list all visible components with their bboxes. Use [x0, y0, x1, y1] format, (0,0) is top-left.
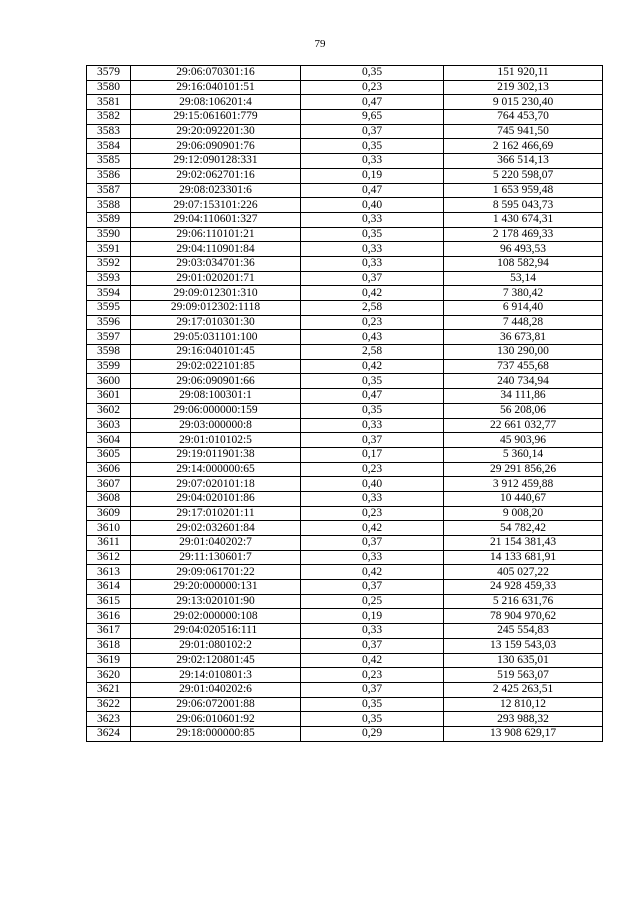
table-row	[87, 95, 603, 110]
cadastral-number-cell: 29:01:010102:5	[131, 433, 301, 448]
coefficient-cell: 0,35	[301, 66, 444, 81]
amount-cell: 9 008,20	[444, 506, 603, 521]
amount-cell: 240 734,94	[444, 374, 603, 389]
table-row	[87, 389, 603, 404]
cadastral-number-cell: 29:16:040101:51	[131, 80, 301, 95]
amount-cell: 22 661 032,77	[444, 418, 603, 433]
cadastral-number-cell: 29:01:040202:7	[131, 536, 301, 551]
table-row	[87, 668, 603, 683]
coefficient-cell: 0,37	[301, 580, 444, 595]
table-row	[87, 227, 603, 242]
row-number-cell: 3605	[87, 447, 131, 462]
cadastral-number-cell: 29:01:080102:2	[131, 638, 301, 653]
amount-cell: 737 455,68	[444, 359, 603, 374]
coefficient-cell: 0,47	[301, 389, 444, 404]
amount-cell: 5 216 631,76	[444, 594, 603, 609]
amount-cell: 130 635,01	[444, 653, 603, 668]
row-number-cell: 3583	[87, 124, 131, 139]
amount-cell: 53,14	[444, 271, 603, 286]
row-number-cell: 3613	[87, 565, 131, 580]
amount-cell: 29 291 856,26	[444, 462, 603, 477]
cadastral-number-cell: 29:04:020101:86	[131, 491, 301, 506]
coefficient-cell: 0,35	[301, 139, 444, 154]
row-number-cell: 3621	[87, 682, 131, 697]
row-number-cell: 3611	[87, 536, 131, 551]
row-number-cell: 3609	[87, 506, 131, 521]
cadastral-number-cell: 29:06:072001:88	[131, 697, 301, 712]
row-number-cell: 3624	[87, 726, 131, 741]
table-row	[87, 536, 603, 551]
cadastral-number-cell: 29:04:020516:111	[131, 624, 301, 639]
row-number-cell: 3603	[87, 418, 131, 433]
cadastral-number-cell: 29:05:031101:100	[131, 330, 301, 345]
cadastral-number-cell: 29:19:011901:38	[131, 447, 301, 462]
coefficient-cell: 0,35	[301, 227, 444, 242]
row-number-cell: 3592	[87, 256, 131, 271]
coefficient-cell: 0,29	[301, 726, 444, 741]
coefficient-cell: 9,65	[301, 110, 444, 125]
cadastral-number-cell: 29:02:062701:16	[131, 168, 301, 183]
amount-cell: 7 380,42	[444, 286, 603, 301]
table-row	[87, 697, 603, 712]
cadastral-number-cell: 29:06:000000:159	[131, 403, 301, 418]
table-row	[87, 301, 603, 316]
amount-cell: 12 810,12	[444, 697, 603, 712]
table-row	[87, 506, 603, 521]
row-number-cell: 3598	[87, 345, 131, 360]
table-row	[87, 609, 603, 624]
cadastral-number-cell: 29:06:010601:92	[131, 712, 301, 727]
row-number-cell: 3582	[87, 110, 131, 125]
cadastral-number-cell: 29:20:000000:131	[131, 580, 301, 595]
amount-cell: 3 912 459,88	[444, 477, 603, 492]
amount-cell: 293 988,32	[444, 712, 603, 727]
table-row	[87, 594, 603, 609]
cadastral-number-cell: 29:06:070301:16	[131, 66, 301, 81]
coefficient-cell: 0,33	[301, 256, 444, 271]
table-row	[87, 286, 603, 301]
row-number-cell: 3617	[87, 624, 131, 639]
row-number-cell: 3579	[87, 66, 131, 81]
row-number-cell: 3606	[87, 462, 131, 477]
cadastral-number-cell: 29:08:106201:4	[131, 95, 301, 110]
table-row	[87, 139, 603, 154]
amount-cell: 14 133 681,91	[444, 550, 603, 565]
amount-cell: 10 440,67	[444, 491, 603, 506]
row-number-cell: 3614	[87, 580, 131, 595]
coefficient-cell: 0,37	[301, 433, 444, 448]
coefficient-cell: 0,47	[301, 183, 444, 198]
table-row	[87, 638, 603, 653]
coefficient-cell: 0,37	[301, 124, 444, 139]
row-number-cell: 3615	[87, 594, 131, 609]
table-row	[87, 653, 603, 668]
coefficient-cell: 0,42	[301, 359, 444, 374]
coefficient-cell: 0,37	[301, 536, 444, 551]
row-number-cell: 3607	[87, 477, 131, 492]
row-number-cell: 3602	[87, 403, 131, 418]
amount-cell: 2 178 469,33	[444, 227, 603, 242]
table-row	[87, 168, 603, 183]
cadastral-number-cell: 29:09:012301:310	[131, 286, 301, 301]
amount-cell: 13 159 543,03	[444, 638, 603, 653]
cadastral-number-cell: 29:11:130601:7	[131, 550, 301, 565]
amount-cell: 7 448,28	[444, 315, 603, 330]
coefficient-cell: 0,23	[301, 506, 444, 521]
table-row	[87, 256, 603, 271]
cadastral-number-cell: 29:12:090128:331	[131, 154, 301, 169]
amount-cell: 24 928 459,33	[444, 580, 603, 595]
coefficient-cell: 0,33	[301, 550, 444, 565]
table-row	[87, 271, 603, 286]
coefficient-cell: 0,33	[301, 242, 444, 257]
table-row	[87, 447, 603, 462]
table-row	[87, 550, 603, 565]
amount-cell: 2 425 263,51	[444, 682, 603, 697]
amount-cell: 21 154 381,43	[444, 536, 603, 551]
cadastral-number-cell: 29:14:010801:3	[131, 668, 301, 683]
cadastral-number-cell: 29:02:032601:84	[131, 521, 301, 536]
amount-cell: 5 220 598,07	[444, 168, 603, 183]
cadastral-number-cell: 29:06:110101:21	[131, 227, 301, 242]
amount-cell: 130 290,00	[444, 345, 603, 360]
cadastral-number-cell: 29:08:100301:1	[131, 389, 301, 404]
table-row	[87, 433, 603, 448]
coefficient-cell: 0,35	[301, 697, 444, 712]
coefficient-cell: 0,23	[301, 315, 444, 330]
cadastral-number-cell: 29:17:010201:11	[131, 506, 301, 521]
cadastral-number-cell: 29:14:000000:65	[131, 462, 301, 477]
cadastral-number-cell: 29:08:023301:6	[131, 183, 301, 198]
cadastral-number-cell: 29:18:000000:85	[131, 726, 301, 741]
amount-cell: 54 782,42	[444, 521, 603, 536]
row-number-cell: 3608	[87, 491, 131, 506]
amount-cell: 96 493,53	[444, 242, 603, 257]
amount-cell: 45 903,96	[444, 433, 603, 448]
table-row	[87, 154, 603, 169]
row-number-cell: 3591	[87, 242, 131, 257]
cadastral-number-cell: 29:20:092201:30	[131, 124, 301, 139]
coefficient-cell: 0,37	[301, 682, 444, 697]
row-number-cell: 3599	[87, 359, 131, 374]
cadastral-number-cell: 29:06:090901:76	[131, 139, 301, 154]
amount-cell: 764 453,70	[444, 110, 603, 125]
amount-cell: 745 941,50	[444, 124, 603, 139]
table-row	[87, 315, 603, 330]
cadastral-number-cell: 29:03:034701:36	[131, 256, 301, 271]
cadastral-number-cell: 29:07:020101:18	[131, 477, 301, 492]
row-number-cell: 3610	[87, 521, 131, 536]
row-number-cell: 3618	[87, 638, 131, 653]
row-number-cell: 3612	[87, 550, 131, 565]
coefficient-cell: 0,25	[301, 594, 444, 609]
table-row	[87, 345, 603, 360]
coefficient-cell: 0,19	[301, 168, 444, 183]
coefficient-cell: 0,23	[301, 80, 444, 95]
table-row	[87, 66, 603, 81]
row-number-cell: 3597	[87, 330, 131, 345]
amount-cell: 219 302,13	[444, 80, 603, 95]
amount-cell: 13 908 629,17	[444, 726, 603, 741]
row-number-cell: 3588	[87, 198, 131, 213]
table-row	[87, 462, 603, 477]
table-row	[87, 726, 603, 741]
row-number-cell: 3623	[87, 712, 131, 727]
table-row	[87, 624, 603, 639]
table-row	[87, 359, 603, 374]
cadastral-number-cell: 29:02:022101:85	[131, 359, 301, 374]
amount-cell: 5 360,14	[444, 447, 603, 462]
amount-cell: 2 162 466,69	[444, 139, 603, 154]
amount-cell: 1 653 959,48	[444, 183, 603, 198]
cadastral-number-cell: 29:13:020101:90	[131, 594, 301, 609]
cadastral-number-cell: 29:15:061601:779	[131, 110, 301, 125]
coefficient-cell: 0,42	[301, 521, 444, 536]
row-number-cell: 3616	[87, 609, 131, 624]
coefficient-cell: 2,58	[301, 301, 444, 316]
table-row	[87, 580, 603, 595]
coefficient-cell: 0,19	[301, 609, 444, 624]
cadastral-number-cell: 29:09:012302:1118	[131, 301, 301, 316]
coefficient-cell: 0,35	[301, 374, 444, 389]
row-number-cell: 3590	[87, 227, 131, 242]
cadastral-number-cell: 29:17:010301:30	[131, 315, 301, 330]
cadastral-number-cell: 29:04:110601:327	[131, 212, 301, 227]
amount-cell: 519 563,07	[444, 668, 603, 683]
table-row	[87, 374, 603, 389]
coefficient-cell: 0,33	[301, 154, 444, 169]
coefficient-cell: 0,35	[301, 403, 444, 418]
table-row	[87, 330, 603, 345]
amount-cell: 8 595 043,73	[444, 198, 603, 213]
row-number-cell: 3596	[87, 315, 131, 330]
table-row	[87, 565, 603, 580]
row-number-cell: 3600	[87, 374, 131, 389]
amount-cell: 78 904 970,62	[444, 609, 603, 624]
table-body	[87, 66, 603, 742]
coefficient-cell: 0,42	[301, 286, 444, 301]
table-row	[87, 682, 603, 697]
row-number-cell: 3587	[87, 183, 131, 198]
amount-cell: 6 914,40	[444, 301, 603, 316]
row-number-cell: 3584	[87, 139, 131, 154]
coefficient-cell: 0,40	[301, 477, 444, 492]
coefficient-cell: 2,58	[301, 345, 444, 360]
amount-cell: 34 111,86	[444, 389, 603, 404]
table-row	[87, 124, 603, 139]
coefficient-cell: 0,37	[301, 271, 444, 286]
amount-cell: 9 015 230,40	[444, 95, 603, 110]
row-number-cell: 3604	[87, 433, 131, 448]
cadastral-number-cell: 29:16:040101:45	[131, 345, 301, 360]
coefficient-cell: 0,33	[301, 624, 444, 639]
coefficient-cell: 0,47	[301, 95, 444, 110]
coefficient-cell: 0,37	[301, 638, 444, 653]
table-row	[87, 491, 603, 506]
page-number: 79	[314, 38, 326, 50]
cadastral-number-cell: 29:03:000000:8	[131, 418, 301, 433]
coefficient-cell: 0,35	[301, 712, 444, 727]
coefficient-cell: 0,42	[301, 653, 444, 668]
row-number-cell: 3593	[87, 271, 131, 286]
cadastral-number-cell: 29:02:120801:45	[131, 653, 301, 668]
row-number-cell: 3586	[87, 168, 131, 183]
table-row	[87, 712, 603, 727]
row-number-cell: 3589	[87, 212, 131, 227]
amount-cell: 366 514,13	[444, 154, 603, 169]
row-number-cell: 3601	[87, 389, 131, 404]
amount-cell: 56 208,06	[444, 403, 603, 418]
coefficient-cell: 0,42	[301, 565, 444, 580]
row-number-cell: 3620	[87, 668, 131, 683]
row-number-cell: 3580	[87, 80, 131, 95]
cadastral-number-cell: 29:04:110901:84	[131, 242, 301, 257]
table-row	[87, 110, 603, 125]
table-row	[87, 521, 603, 536]
table-row	[87, 212, 603, 227]
table-row	[87, 80, 603, 95]
table-row	[87, 198, 603, 213]
amount-cell: 405 027,22	[444, 565, 603, 580]
data-table	[86, 65, 603, 742]
row-number-cell: 3594	[87, 286, 131, 301]
row-number-cell: 3585	[87, 154, 131, 169]
row-number-cell: 3619	[87, 653, 131, 668]
coefficient-cell: 0,33	[301, 212, 444, 227]
coefficient-cell: 0,40	[301, 198, 444, 213]
coefficient-cell: 0,17	[301, 447, 444, 462]
cadastral-number-cell: 29:01:020201:71	[131, 271, 301, 286]
amount-cell: 36 673,81	[444, 330, 603, 345]
cadastral-number-cell: 29:02:000000:108	[131, 609, 301, 624]
amount-cell: 108 582,94	[444, 256, 603, 271]
cadastral-number-cell: 29:06:090901:66	[131, 374, 301, 389]
coefficient-cell: 0,33	[301, 491, 444, 506]
coefficient-cell: 0,33	[301, 418, 444, 433]
amount-cell: 1 430 674,31	[444, 212, 603, 227]
amount-cell: 245 554,83	[444, 624, 603, 639]
cadastral-number-cell: 29:01:040202:6	[131, 682, 301, 697]
cadastral-number-cell: 29:09:061701:22	[131, 565, 301, 580]
row-number-cell: 3595	[87, 301, 131, 316]
cadastral-number-cell: 29:07:153101:226	[131, 198, 301, 213]
amount-cell: 151 920,11	[444, 66, 603, 81]
coefficient-cell: 0,43	[301, 330, 444, 345]
table-row	[87, 183, 603, 198]
row-number-cell: 3581	[87, 95, 131, 110]
row-number-cell: 3622	[87, 697, 131, 712]
table-row	[87, 477, 603, 492]
table-row	[87, 242, 603, 257]
coefficient-cell: 0,23	[301, 668, 444, 683]
table-row	[87, 403, 603, 418]
coefficient-cell: 0,23	[301, 462, 444, 477]
table-row	[87, 418, 603, 433]
